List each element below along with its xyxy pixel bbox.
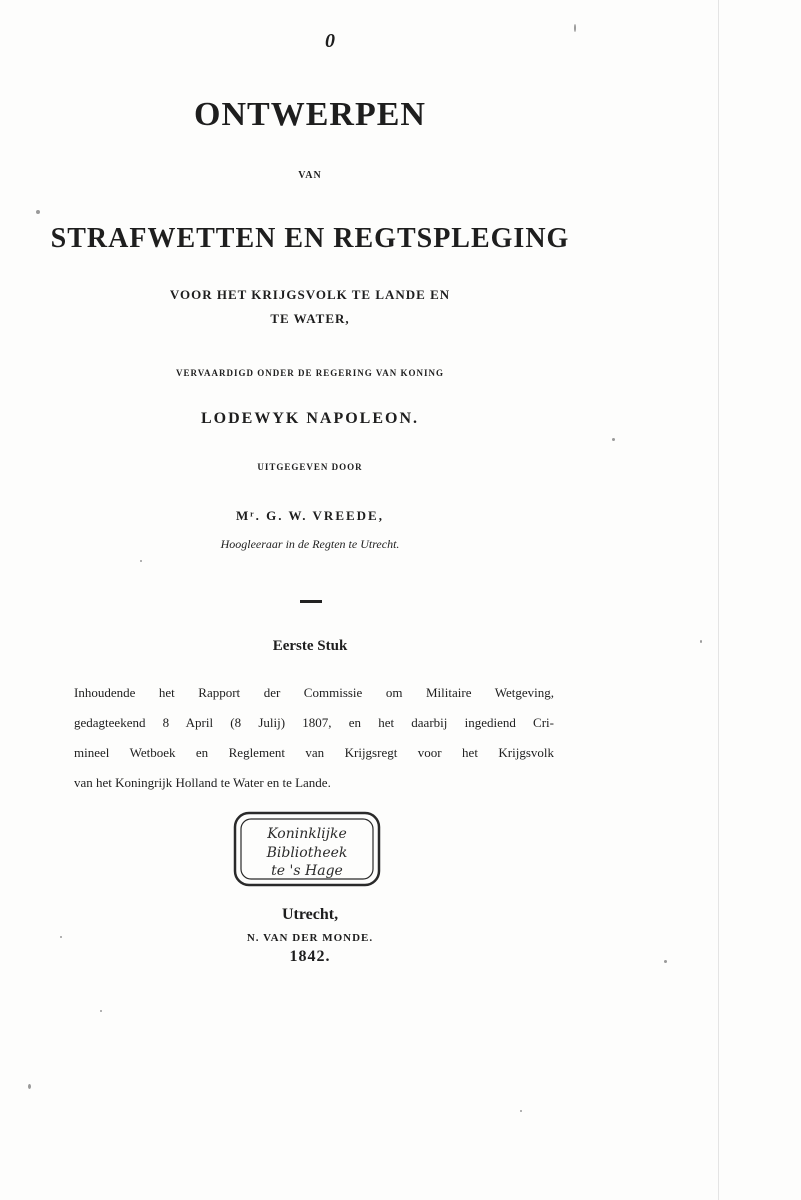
author-name: Mʳ. G. W. VREEDE, [236,508,384,523]
year: 1842. [289,948,331,965]
description [74,678,554,798]
speck [140,560,142,562]
subtitle-line-1: VOOR HET KRIJGSVOLK TE LANDE EN [169,287,451,302]
speck [100,1010,102,1012]
connector-text: VAN [298,170,322,181]
library-stamp-graphic [232,810,382,888]
subtitle-line-2: TE WATER, [270,311,350,326]
speck [520,1110,522,1112]
title: ONTWERPEN [194,96,426,133]
prepared-under-text: VERVAARDIGD ONDER DE REGERING VAN KONING [176,368,444,378]
svg-text:Koninklijke: Koninklijke [267,826,347,842]
author-role: Hoogleeraar in de Regten te Utrecht. [220,537,400,551]
signature-mark: 0 [325,30,335,52]
speck [36,210,40,214]
speck [700,640,702,643]
page-edge-shadow [718,0,719,1200]
description-line: mineel Wetboek en Reglement van Krijgsregt voor het Krijgsvolk [74,745,554,760]
speck [28,1084,31,1089]
main-title: STRAFWETTEN EN REGTSPLEGING [50,223,570,254]
svg-text:te 's Hage: te 's Hage [271,863,343,879]
part-label: Eerste Stuk [272,638,348,654]
publisher: N. VAN DER MONDE. [246,932,374,944]
city: Utrecht, [281,906,339,923]
library-stamp [232,810,382,888]
speck [612,438,615,441]
divider-dash [300,600,322,603]
speck [664,960,667,963]
description-line: Inhoudende het Rapport der Commissie om Militaire Wetgeving, [74,685,554,700]
published-by-text: UITGEGEVEN DOOR [257,462,363,472]
svg-text:Bibliotheek: Bibliotheek [266,845,348,861]
description-line: gedagteekend 8 April (8 Julij) 1807, en het daarbij ingediend Cri- [74,715,554,730]
king-name: LODEWYK NAPOLEON. [200,410,419,427]
description-line: van het Koningrijk Holland te Water en te Lande. [74,775,331,790]
